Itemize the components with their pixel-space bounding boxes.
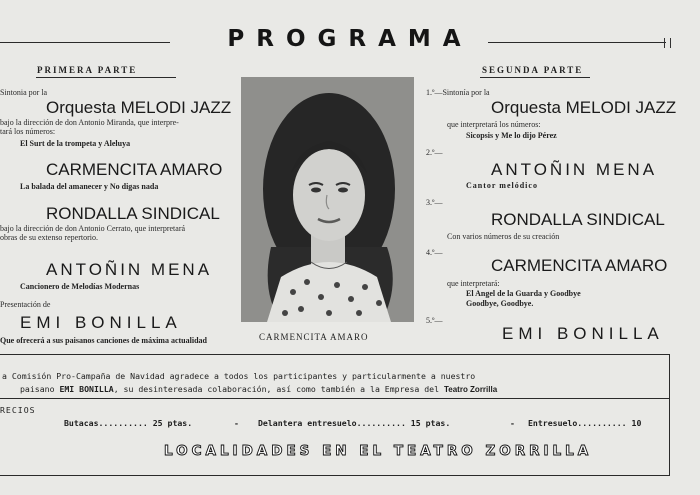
segunda-parte-underline xyxy=(480,77,590,78)
thanks-rest: , su desinteresada colaboración, así como también a la Empresa del xyxy=(113,384,440,394)
right-item2-desc: Cantor melódico xyxy=(466,181,538,190)
header-rule-right xyxy=(488,42,666,43)
thanks-line-1: a Comisión Pro-Campaña de Navidad agradece a todos los participantes y particularmente a nuestro xyxy=(2,371,476,381)
left-item3-desc: bajo la dirección de don Antonio Cerrato, que interpretará obras de su extenso repertorio. xyxy=(0,224,186,242)
price-entresuelo: Entresuelo.......... 10 xyxy=(528,418,642,428)
price-sep-1: - xyxy=(234,418,239,428)
right-n3: 3.º— xyxy=(426,198,443,207)
page-title: PROGRAMA xyxy=(227,26,473,52)
right-item5-name: EMI BONILLA xyxy=(502,324,664,343)
right-item1-songs: Sicopsis y Me lo dijo Pérez xyxy=(466,131,557,140)
primera-parte-underline xyxy=(36,77,176,78)
thanks-line-2 xyxy=(20,384,497,394)
left-item3-name: RONDALLA SINDICAL xyxy=(46,204,220,223)
right-item1-name: Orquesta MELODI JAZZ xyxy=(491,98,677,117)
left-item1-intro: Sintonia por la xyxy=(0,88,48,97)
right-item1-desc: que interpretará los números: xyxy=(447,120,541,129)
left-item1-songs: El Surt de la trompeta y Aleluya xyxy=(20,139,131,148)
localidades-teatro-zorrilla: LOCALIDADES EN EL TEATRO ZORRILLA xyxy=(164,443,593,459)
left-item4-desc: Cancionero de Melodías Modernas xyxy=(20,282,140,291)
right-n1: 1.º—Sintonía por la xyxy=(426,88,490,97)
right-item4-name: CARMENCITA AMARO xyxy=(491,256,668,275)
segunda-parte-heading: SEGUNDA PARTE xyxy=(482,65,584,75)
header-rule-end xyxy=(664,38,671,48)
left-item5-name: EMI BONILLA xyxy=(20,313,182,332)
thanks-teatro: Teatro Zorrilla xyxy=(443,385,498,394)
price-delantera: Delantera entresuelo.......... 15 ptas. xyxy=(258,418,451,428)
right-item4-desc: que interpretará: xyxy=(447,279,500,288)
right-n5: 5.º— xyxy=(426,316,443,325)
section-rule xyxy=(0,398,670,399)
right-n2: 2.º— xyxy=(426,148,443,157)
left-item1-name: Orquesta MELODI JAZZ xyxy=(46,98,232,117)
left-item5-desc: Que ofrecerá a sus paisanos canciones de máxima actualidad xyxy=(0,336,207,345)
prices-heading: RECIOS xyxy=(0,405,36,415)
right-n4: 4.º— xyxy=(426,248,443,257)
thanks-emi-bonilla: EMI BONILLA xyxy=(59,384,114,394)
portrait-caption: CARMENCITA AMARO xyxy=(259,332,369,342)
primera-parte-heading: PRIMERA PARTE xyxy=(37,65,138,75)
right-item4-songs-2: Goodbye, Goodbye. xyxy=(466,299,534,308)
left-item2-songs: La balada del amanecer y No digas nada xyxy=(20,182,159,191)
left-item2-name: CARMENCITA AMARO xyxy=(46,160,223,179)
right-item3-desc: Con varios números de su creación xyxy=(447,232,560,241)
left-item4-name: ANTOÑIN MENA xyxy=(46,260,213,279)
right-item4-songs-1: El Angel de la Guarda y Goodbye xyxy=(466,289,581,298)
price-butacas: Butacas.......... 25 ptas. xyxy=(64,418,193,428)
portrait-photo xyxy=(241,77,414,322)
portrait-illustration xyxy=(241,77,414,322)
right-item3-name: RONDALLA SINDICAL xyxy=(491,210,665,229)
price-sep-2: - xyxy=(510,418,515,428)
left-item1-desc: bajo la dirección de don Antonio Miranda, que interpre- tará los números: xyxy=(0,118,179,136)
right-item2-name: ANTOÑIN MENA xyxy=(491,160,658,179)
left-item5-intro: Presentación de xyxy=(0,300,51,309)
thanks-paisano: paisano xyxy=(20,384,55,394)
